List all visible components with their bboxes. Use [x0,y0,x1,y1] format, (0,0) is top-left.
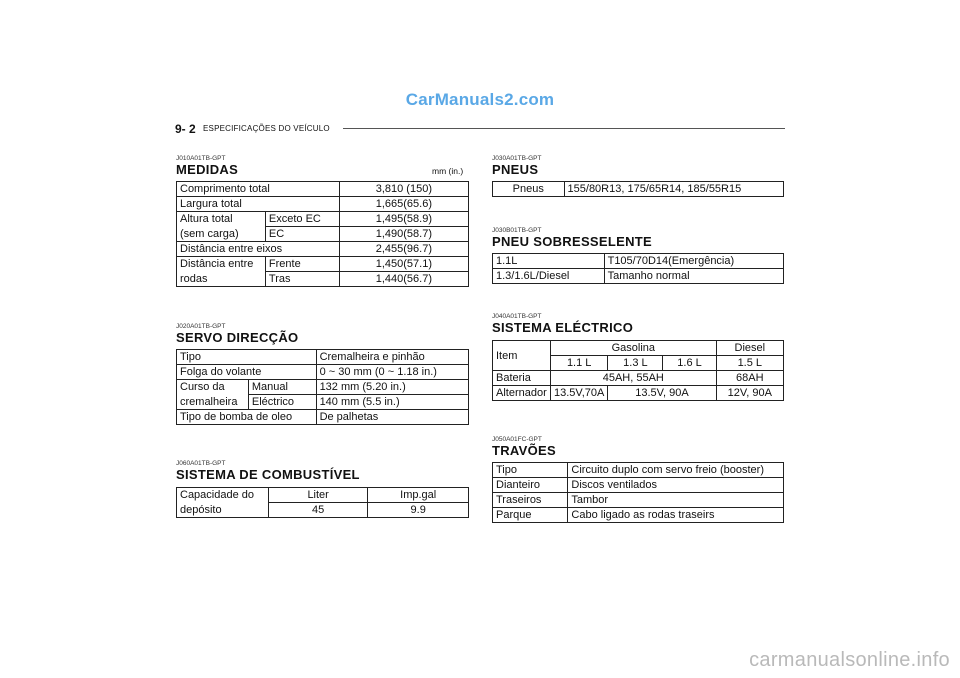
table-cell: Eléctrico [248,395,316,410]
table-cell: Gasolina [550,341,716,356]
table-cell: Capacidade do [177,488,269,503]
table-cell: 1.6 L [663,356,716,371]
table-cell: Pneus [493,182,565,197]
table-row [177,410,469,425]
table-row [493,463,784,478]
table-cell: 1,440(56.7) [339,272,468,287]
page-number: 9- 2 [175,122,196,136]
table-cell: 45 [268,503,367,518]
table-row [493,478,784,493]
table-cell: 1.3/1.6L/Diesel [493,269,605,284]
medidas-title: MEDIDAS [176,162,239,177]
table-cell: Folga do volante [177,365,317,380]
table-cell: 1,490(58.7) [339,227,468,242]
table-cell: 1.5 L [716,356,783,371]
table-cell: Frente [265,257,339,272]
table-row [177,227,469,242]
page-header-title: ESPECIFICAÇÕES DO VEÍCULO [203,124,330,133]
table-cell: Circuito duplo com servo freio (booster) [568,463,784,478]
table-cell: Cabo ligado as rodas traseirs [568,508,784,523]
table-cell: EC [265,227,339,242]
electrico-title: SISTEMA ELÉCTRICO [492,320,634,335]
table-cell: Tamanho normal [604,269,783,284]
table-cell: Distância entre [177,257,266,272]
table-cell: Cremalheira e pinhão [316,350,468,365]
table-row [177,242,469,257]
table-cell: Bateria [493,371,551,386]
table-row [493,182,784,197]
table-cell: 9.9 [368,503,469,518]
table-cell: 1.1L [493,254,605,269]
table-cell: De palhetas [316,410,468,425]
table-row [493,269,784,284]
header-rule [343,128,785,129]
table-cell: 1,495(58.9) [339,212,468,227]
table-cell: 13.5V, 90A [608,386,716,401]
table-cell: Exceto EC [265,212,339,227]
table-cell: 155/80R13, 175/65R14, 185/55R15 [564,182,783,197]
table-cell: depósito [177,503,269,518]
table-row [493,493,784,508]
table-cell: Diesel [716,341,783,356]
sobresselente-code: J030B01TB-GPT [492,227,542,234]
pneus-code: J030A01TB-GPT [492,155,542,162]
table-row [177,395,469,410]
table-row [177,182,469,197]
table-cell: Parque [493,508,568,523]
table-row [177,365,469,380]
table-cell: Imp.gal [368,488,469,503]
table-cell: 1,665(65.6) [339,197,468,212]
table-cell: 12V, 90A [716,386,783,401]
table-cell: Tambor [568,493,784,508]
travoes-title: TRAVÕES [492,443,556,458]
table-cell: 68AH [716,371,783,386]
table-cell: cremalheira [177,395,249,410]
table-cell: Comprimento total [177,182,340,197]
pneus-title: PNEUS [492,162,539,177]
electrico-code: J040A01TB-GPT [492,313,542,320]
table-cell: Distância entre eixos [177,242,340,257]
table-row [493,254,784,269]
table-cell: 140 mm (5.5 in.) [316,395,468,410]
table-cell: 45AH, 55AH [550,371,716,386]
table-cell: T105/70D14(Emergência) [604,254,783,269]
table-row [493,508,784,523]
table-cell: Dianteiro [493,478,568,493]
table-row [177,350,469,365]
table-row [177,488,469,503]
combustivel-code: J060A01TB-GPT [176,460,226,467]
table-cell: Largura total [177,197,340,212]
table-row [493,341,784,356]
table-cell: Item [493,341,551,371]
table-cell: 1.3 L [608,356,663,371]
table-cell: Tipo de bomba de oleo [177,410,317,425]
combustivel-title: SISTEMA DE COMBUSTÍVEL [176,467,360,482]
table-row [493,371,784,386]
servo-table [176,349,469,425]
table-cell: 13.5V,70A [550,386,607,401]
table-cell: Traseiros [493,493,568,508]
table-cell: Altura total [177,212,266,227]
table-cell: Liter [268,488,367,503]
travoes-code: J050A01FC-GPT [492,436,542,443]
electrico-table [492,340,784,401]
table-cell: 2,455(96.7) [339,242,468,257]
table-cell: 1,450(57.1) [339,257,468,272]
table-cell: Discos ventilados [568,478,784,493]
table-row [177,503,469,518]
pneus-table [492,181,784,197]
table-cell: Tras [265,272,339,287]
watermark-top[interactable]: CarManuals2.com [405,90,555,109]
combustivel-table [176,487,469,518]
table-cell: 0 ~ 30 mm (0 ~ 1.18 in.) [316,365,468,380]
table-cell: rodas [177,272,266,287]
table-cell: 1.1 L [550,356,607,371]
table-cell: Manual [248,380,316,395]
table-row [177,197,469,212]
table-row [177,257,469,272]
table-row [177,380,469,395]
medidas-table [176,181,469,287]
table-cell: (sem carga) [177,227,266,242]
medidas-code: J010A01TB-GPT [176,155,226,162]
servo-title: SERVO DIRECÇÃO [176,330,299,345]
table-cell: Alternador [493,386,551,401]
table-cell: 3,810 (150) [339,182,468,197]
table-cell: Curso da [177,380,249,395]
medidas-unit: mm (in.) [432,166,464,176]
travoes-table [492,462,784,523]
sobresselente-table [492,253,784,284]
table-cell: 132 mm (5.20 in.) [316,380,468,395]
sobresselente-title: PNEU SOBRESSELENTE [492,234,652,249]
table-cell: Tipo [177,350,317,365]
table-cell: Tipo [493,463,568,478]
watermark-bottom[interactable]: carmanualsonline.info [749,649,950,671]
table-row [493,386,784,401]
servo-code: J020A01TB-GPT [176,323,226,330]
table-row [177,272,469,287]
table-row [177,212,469,227]
